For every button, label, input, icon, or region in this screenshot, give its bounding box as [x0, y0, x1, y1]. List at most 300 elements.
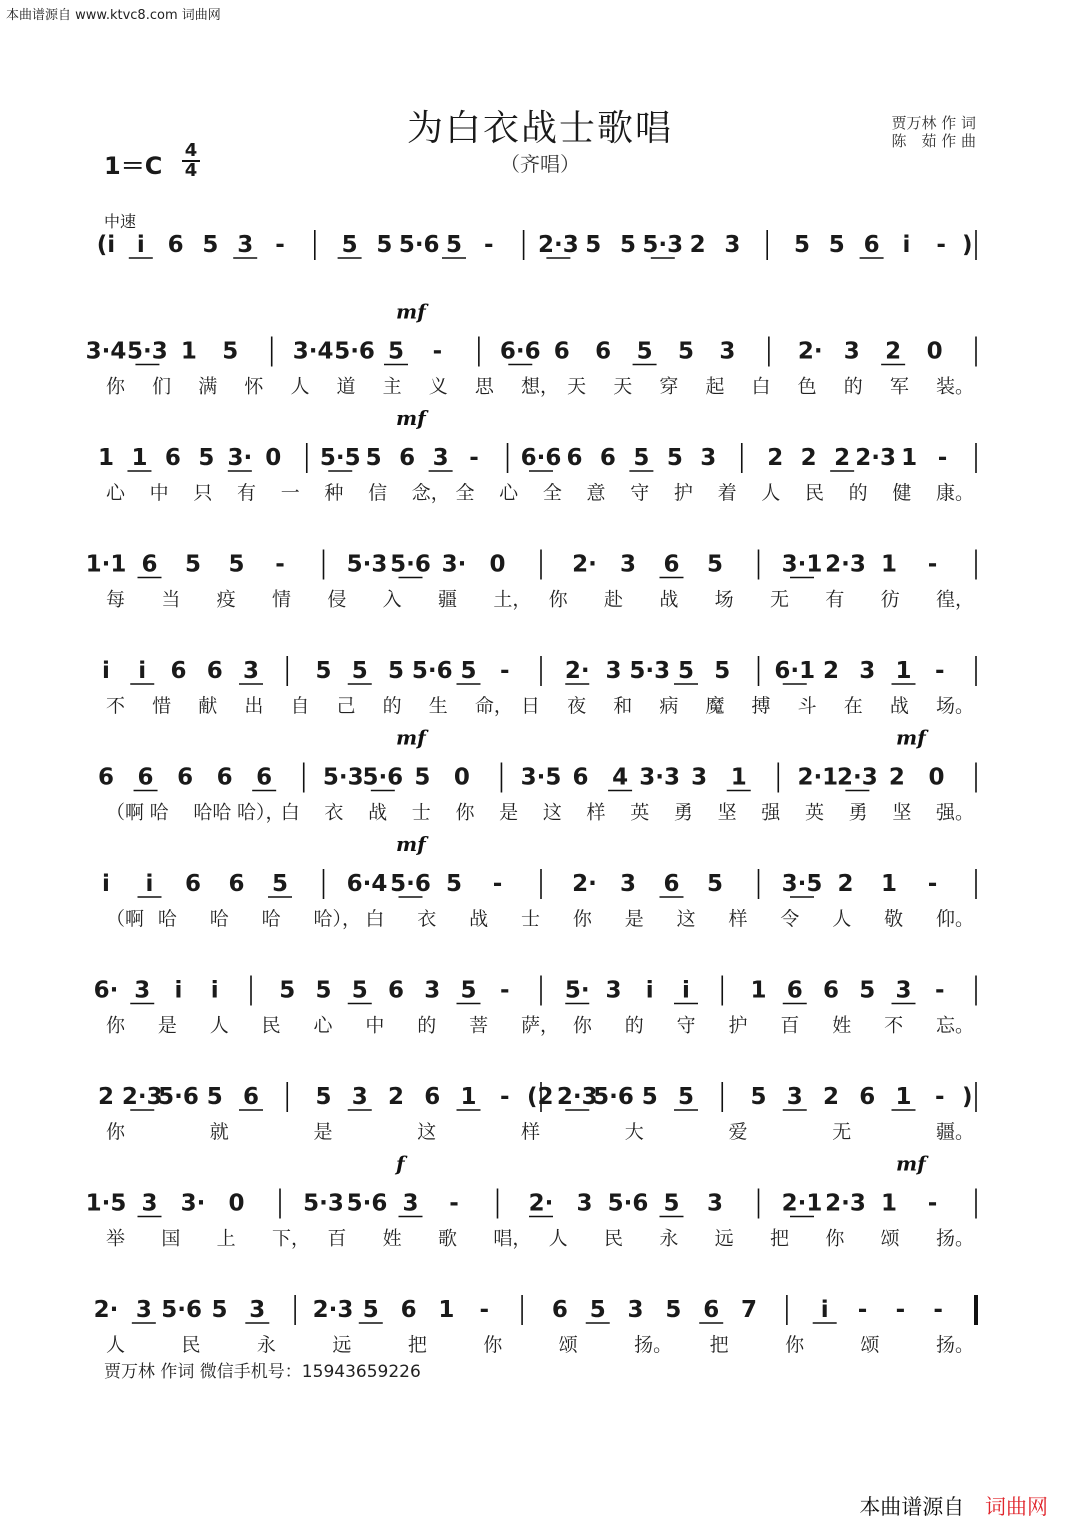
lyric-syllable: 战 — [368, 801, 388, 824]
note: 5 — [445, 871, 463, 897]
note: - — [275, 232, 285, 258]
lyric-syllable: 疫 — [216, 588, 236, 611]
lyric-syllable: 和 — [613, 695, 633, 717]
note: 0 — [228, 1190, 245, 1217]
note: i — [210, 977, 219, 1004]
lyric-syllable: 天 — [613, 375, 633, 398]
lyric-syllable: 把 — [770, 1227, 790, 1250]
note: 2 — [885, 338, 902, 365]
note: 3 — [424, 977, 441, 1004]
note: 5 — [365, 445, 382, 471]
lyric-syllable: 场 — [714, 588, 734, 611]
note: 1 — [97, 445, 115, 471]
note: 5 — [677, 1084, 695, 1110]
lyric-syllable: 健 — [892, 482, 912, 504]
note: 6 — [184, 871, 202, 897]
lyric-syllable: 心 — [313, 1014, 333, 1037]
note: 5 — [460, 658, 477, 684]
note: 2 — [834, 445, 851, 471]
note: 5·6 — [593, 1084, 634, 1110]
lyric-syllable: 起 — [705, 375, 725, 398]
note: 3·4 — [292, 338, 334, 365]
dynamic-marking: f — [396, 1151, 405, 1176]
note: - — [895, 1297, 906, 1323]
note: - — [934, 658, 945, 684]
lyric-syllable: 意 — [586, 482, 606, 504]
note: 6·4 — [346, 871, 388, 897]
lyric-syllable: 的 — [382, 695, 402, 717]
note: 5 — [793, 232, 811, 258]
note: 3 — [576, 1190, 593, 1217]
note: 5 — [211, 1297, 228, 1323]
lyric-syllable: 唱， — [493, 1227, 532, 1250]
note: 0 — [928, 764, 945, 791]
lyric-syllable: 菩 — [469, 1014, 489, 1037]
lyric-syllable: 你 — [825, 1227, 845, 1250]
lyric-syllable: 一 — [280, 482, 300, 504]
lyric-syllable: 魔 — [705, 695, 725, 717]
lyric-syllable: 哈哈 — [193, 801, 232, 824]
note: 3· — [441, 551, 467, 578]
note: 5·6 — [398, 232, 440, 258]
lyric-syllable: 情 — [272, 588, 292, 611]
note: 3 — [351, 1084, 368, 1110]
lyric-syllable: 样 — [521, 1121, 541, 1143]
lyric-syllable: 人 — [832, 908, 852, 930]
footer-contact: 贾万林 作词 微信手机号：15943659226 — [104, 1362, 421, 1382]
note: 5 — [279, 977, 296, 1004]
note: 0 — [453, 764, 470, 791]
lyric-syllable: 人 — [548, 1227, 568, 1250]
note: 5 — [414, 764, 431, 791]
lyric-syllable: 士 — [521, 908, 541, 930]
lyric-syllable: 当 — [161, 588, 181, 611]
note: 0 — [265, 445, 282, 471]
lyric-syllable: （啊 — [106, 908, 145, 930]
lyric-syllable: 大 — [624, 1121, 644, 1143]
lyric-syllable: 姓 — [382, 1227, 402, 1250]
dynamic-marking: mf — [396, 832, 426, 856]
note: 5 — [228, 551, 245, 578]
note: 3 — [605, 658, 622, 684]
lyric-syllable: 彷 — [880, 588, 900, 611]
lyric-syllable: 满 — [198, 375, 218, 398]
lyric-syllable: 入 — [382, 588, 402, 611]
lyric-syllable: 念， — [411, 482, 450, 504]
note: 2 — [800, 445, 817, 471]
lyric-syllable: 勇 — [848, 801, 868, 824]
lyric-syllable: 白 — [365, 908, 385, 930]
note: 6·1 — [774, 658, 816, 684]
system-3 — [98, 406, 976, 504]
lyric-syllable: 每 — [106, 588, 126, 611]
note: 3 — [706, 1190, 724, 1217]
lyric-syllable: 徨， — [936, 588, 975, 611]
lyric-syllable: 怀 — [244, 375, 264, 398]
song-subtitle: （齐唱） — [500, 152, 580, 176]
note: 3 — [786, 1084, 803, 1110]
lyric-syllable: 这 — [542, 801, 562, 824]
note: 2· — [797, 338, 823, 365]
lyric-syllable: 土， — [493, 588, 532, 611]
note: 6 — [572, 764, 589, 791]
lyric-syllable: 哈 — [209, 908, 229, 930]
note: - — [937, 445, 948, 471]
note: 5 — [589, 1297, 606, 1323]
system-1 — [97, 230, 976, 260]
lyric-syllable: 百 — [327, 1227, 347, 1250]
note: 6 — [164, 445, 181, 471]
system-7 — [102, 832, 976, 930]
note: 5 — [585, 232, 602, 258]
lyric-syllable: 人 — [106, 1334, 126, 1356]
note: 6 — [786, 977, 803, 1004]
lyric-syllable: 颂 — [880, 1227, 900, 1250]
note: 6 — [566, 445, 583, 471]
system-6 — [98, 726, 976, 824]
note: 6 — [206, 658, 223, 684]
note: i — [102, 658, 110, 684]
lyric-syllable: 自 — [290, 695, 310, 717]
note: 3·1 — [781, 551, 823, 578]
system-2 — [86, 300, 976, 398]
lyric-syllable: 哈 — [157, 908, 177, 930]
lyric-syllable: 民 — [261, 1014, 281, 1037]
note: - — [484, 232, 494, 258]
composer-credit: 陈 茹 作 曲 — [891, 132, 976, 150]
lyric-syllable: 姓 — [832, 1014, 852, 1037]
lyric-syllable: 颂 — [558, 1334, 578, 1356]
lyric-syllable: 天 — [567, 375, 587, 398]
lyric-syllable: 衣 — [417, 908, 437, 930]
note: 5 — [202, 232, 219, 258]
lyric-syllable: 是 — [624, 908, 644, 930]
lyric-syllable: 守 — [676, 1014, 696, 1037]
lyric-syllable: 是 — [157, 1014, 177, 1037]
lyric-syllable: 无 — [770, 588, 790, 611]
lyric-syllable: 把 — [709, 1334, 729, 1356]
note: 1 — [895, 658, 912, 684]
note: 3 — [402, 1190, 419, 1217]
lyric-syllable: 想， — [521, 375, 560, 398]
note: 1 — [438, 1297, 455, 1323]
note: 1 — [730, 764, 747, 791]
note: 3 — [141, 1190, 158, 1217]
meter-top: 4 — [184, 140, 198, 161]
lyric-syllable: 惜 — [152, 695, 172, 717]
note: 1·1 — [85, 551, 127, 578]
note: 5 — [636, 338, 653, 365]
note: 5 — [859, 977, 876, 1004]
note: 3 — [895, 977, 912, 1004]
lyric-syllable: 心 — [106, 482, 126, 504]
lyric-syllable: 人 — [290, 375, 310, 398]
lyric-syllable: 无 — [832, 1121, 852, 1143]
lyric-syllable: 哈）， — [313, 908, 362, 930]
note: 5 — [206, 1084, 223, 1110]
lyric-syllable: 样 — [728, 908, 748, 930]
lyric-syllable: 命， — [474, 695, 513, 717]
note: 6 — [859, 1084, 876, 1110]
lyric-syllable: 生 — [428, 695, 448, 717]
note: 6 — [595, 338, 612, 365]
lyric-syllable: 强。 — [936, 801, 975, 824]
note: i — [645, 977, 654, 1004]
note: 6 — [399, 445, 416, 471]
note: i — [102, 871, 110, 897]
note: 5·6 — [346, 1190, 388, 1217]
note: 6 — [177, 764, 194, 791]
note: 5·6 — [411, 658, 453, 684]
note: 4 — [612, 764, 629, 791]
note: 5 — [665, 1297, 682, 1323]
note: 5·3 — [346, 551, 388, 578]
lyric-syllable: 衣 — [324, 801, 344, 824]
note: - — [479, 1297, 490, 1323]
lyric-syllable: 信 — [368, 482, 388, 504]
note: 5 — [828, 232, 845, 258]
note: 3· — [180, 1190, 206, 1217]
note: 5 — [271, 871, 289, 897]
brand-watermark — [859, 1491, 1048, 1521]
lyric-syllable: 哈 — [261, 908, 281, 930]
note: 6 — [599, 445, 616, 471]
lyric-syllable: 主 — [382, 375, 402, 398]
lyric-syllable: 种 — [324, 482, 344, 504]
lyric-syllable: 的 — [848, 482, 868, 504]
note: 3 — [691, 764, 708, 791]
lyric-syllable: 扬。 — [936, 1334, 975, 1356]
brand-part2: 词曲网 — [985, 1495, 1048, 1519]
note: 5 — [677, 338, 695, 365]
note: 6 — [167, 232, 184, 258]
lyric-syllable: 白 — [751, 375, 771, 398]
tempo-marking: 中速 — [104, 212, 137, 231]
note: - — [275, 551, 285, 578]
note: 5·6 — [607, 1190, 649, 1217]
note: 3 — [237, 232, 254, 258]
note: 2 — [822, 658, 840, 684]
note: 5 — [633, 445, 650, 471]
note: 2 — [837, 871, 854, 897]
note: 5·6 — [390, 871, 431, 897]
note: 3 — [242, 658, 260, 684]
lyric-syllable: 敬 — [884, 908, 904, 930]
note: 5 — [351, 977, 368, 1004]
lyric-syllable: 你 — [106, 1121, 126, 1143]
note: 5·3 — [629, 658, 671, 684]
note: 6 — [97, 764, 115, 791]
lyric-syllable: 永 — [659, 1227, 679, 1250]
lyric-syllable: 这 — [417, 1121, 437, 1143]
note: 5·6 — [334, 338, 375, 365]
lyric-syllable: 献 — [198, 695, 218, 717]
lyric-syllable: 人 — [761, 482, 781, 504]
note: 3·5 — [781, 871, 823, 897]
note: 3 — [627, 1297, 644, 1323]
lyric-syllable: 这 — [676, 908, 696, 930]
note: - — [927, 1190, 938, 1217]
note: - — [857, 1297, 868, 1323]
lyric-syllable: 着 — [717, 482, 737, 504]
note: 2·3 — [312, 1297, 354, 1323]
note: 2·3 — [556, 1084, 598, 1110]
lyric-syllable: 你 — [548, 588, 568, 611]
lyric-syllable: 疆。 — [936, 1121, 975, 1143]
lyric-syllable: 士 — [411, 801, 431, 824]
lyric-syllable: 中 — [149, 482, 169, 504]
note: 5·3 — [303, 1190, 344, 1217]
note: - — [927, 871, 938, 897]
note: 3·3 — [639, 764, 681, 791]
lyric-syllable: 哈）， — [237, 801, 285, 824]
system-11 — [94, 1295, 976, 1356]
lyric-syllable: 战 — [889, 695, 909, 717]
lyric-syllable: 只 — [193, 482, 213, 504]
lyric-syllable: 斗 — [797, 695, 817, 717]
note: 6 — [170, 658, 187, 684]
note: 7 — [741, 1297, 758, 1323]
note: 6 — [137, 764, 154, 791]
lyric-syllable: 远 — [332, 1334, 352, 1356]
dynamic-marking: mf — [396, 725, 426, 750]
note: 2 — [97, 1084, 115, 1110]
note: 1 — [131, 445, 148, 471]
lyric-syllable: 心 — [499, 482, 519, 504]
lyric-syllable: 样 — [586, 801, 606, 824]
lyric-syllable: 病 — [659, 695, 679, 717]
paren: (2 — [527, 1084, 554, 1110]
lyric-syllable: 装。 — [936, 375, 975, 398]
note: 5 — [198, 445, 215, 471]
lyric-syllable: 护 — [728, 1014, 748, 1037]
lyric-syllable: 国 — [161, 1227, 181, 1250]
note: 3 — [432, 445, 449, 471]
note: 5 — [445, 232, 463, 258]
note: 6· — [93, 977, 119, 1004]
lyric-syllable: 的 — [417, 1014, 437, 1037]
lyric-syllable: 是 — [313, 1121, 333, 1143]
note: 3 — [605, 977, 622, 1004]
note: 5 — [706, 871, 724, 897]
lyric-syllable: 百 — [780, 1014, 800, 1037]
lyric-syllable: 守 — [630, 482, 650, 504]
note: 6 — [553, 338, 570, 365]
note: 5 — [387, 338, 405, 365]
lyric-syllable: 夜 — [567, 695, 587, 717]
note: - — [499, 977, 510, 1004]
lyric-syllable: 们 — [152, 375, 172, 398]
note: - — [449, 1190, 459, 1217]
lyric-syllable: 穿 — [659, 375, 679, 398]
note: i — [145, 871, 154, 897]
lyric-syllable: 强 — [761, 801, 781, 824]
note: 2·1 — [797, 764, 839, 791]
note: 5 — [666, 445, 683, 471]
note: 0 — [926, 338, 943, 365]
lyric-syllable: 你 — [572, 1014, 592, 1037]
lyric-syllable: 侵 — [327, 588, 347, 611]
note: 5·6 — [390, 551, 431, 578]
note: 3 — [134, 977, 151, 1004]
note: 2 — [689, 232, 706, 258]
lyric-syllable: 令 — [780, 908, 800, 930]
lyric-syllable: 有 — [825, 588, 845, 611]
note: 5·6 — [158, 1084, 199, 1110]
note: 1 — [460, 1084, 477, 1110]
note: 6 — [822, 977, 840, 1004]
note: 1 — [880, 1190, 898, 1217]
note: 2·3 — [538, 232, 579, 258]
note: 2· — [572, 871, 597, 897]
note: 5·5 — [319, 445, 361, 471]
note: - — [499, 658, 510, 684]
lyric-syllable: 你 — [483, 1334, 503, 1356]
lyric-syllable: 勇 — [673, 801, 693, 824]
note: 2 — [822, 1084, 840, 1110]
lyric-syllable: 扬。 — [634, 1334, 673, 1356]
note: 6 — [228, 871, 245, 897]
note: 3 — [843, 338, 860, 365]
note: 5 — [351, 658, 368, 684]
note: 0 — [489, 551, 506, 578]
note: 5·3 — [322, 764, 364, 791]
lyric-syllable: 义 — [428, 375, 448, 398]
paren: ) — [962, 232, 973, 258]
lyric-syllable: 民 — [804, 482, 824, 504]
note: - — [927, 551, 938, 578]
note: 5 — [677, 658, 695, 684]
note: 2· — [528, 1190, 554, 1217]
lyric-syllable: 全 — [455, 482, 475, 504]
lyric-syllable: 己 — [336, 695, 356, 717]
note: i — [136, 232, 145, 258]
note: i — [138, 658, 147, 684]
note: 5·6 — [362, 764, 404, 791]
note: 5 — [619, 232, 637, 258]
lyric-syllable: 你 — [572, 908, 592, 930]
note: 6 — [387, 977, 405, 1004]
dynamic-marking: mf — [896, 725, 926, 750]
note: 6 — [242, 1084, 260, 1110]
note: 3· — [227, 445, 253, 471]
lyric-syllable: 远 — [714, 1227, 734, 1250]
lyric-syllable: 人 — [209, 1014, 229, 1037]
note: - — [499, 1084, 510, 1110]
lyric-syllable: 道 — [336, 375, 356, 398]
lyric-syllable: 举 — [106, 1227, 126, 1250]
note: 2 — [888, 764, 905, 791]
note: 5 — [460, 977, 477, 1004]
lyric-syllable: 忘。 — [936, 1014, 975, 1037]
note: i — [682, 977, 690, 1004]
note: 1·5 — [85, 1190, 127, 1217]
note: 1 — [180, 338, 197, 365]
lyric-syllable: 出 — [244, 695, 264, 717]
brand-part1: 本曲谱源自 — [859, 1495, 965, 1519]
lyric-syllable: 你 — [106, 1014, 126, 1037]
note: - — [432, 338, 443, 365]
lyric-syllable: 英 — [630, 801, 650, 824]
note: 3 — [719, 338, 736, 365]
lyric-syllable: 中 — [365, 1014, 385, 1037]
note: 5 — [376, 232, 393, 258]
note: 3 — [724, 232, 741, 258]
note: i — [174, 977, 183, 1004]
system-9 — [98, 1082, 976, 1143]
lyric-syllable: 不 — [884, 1014, 904, 1037]
note: 5 — [663, 1190, 680, 1217]
